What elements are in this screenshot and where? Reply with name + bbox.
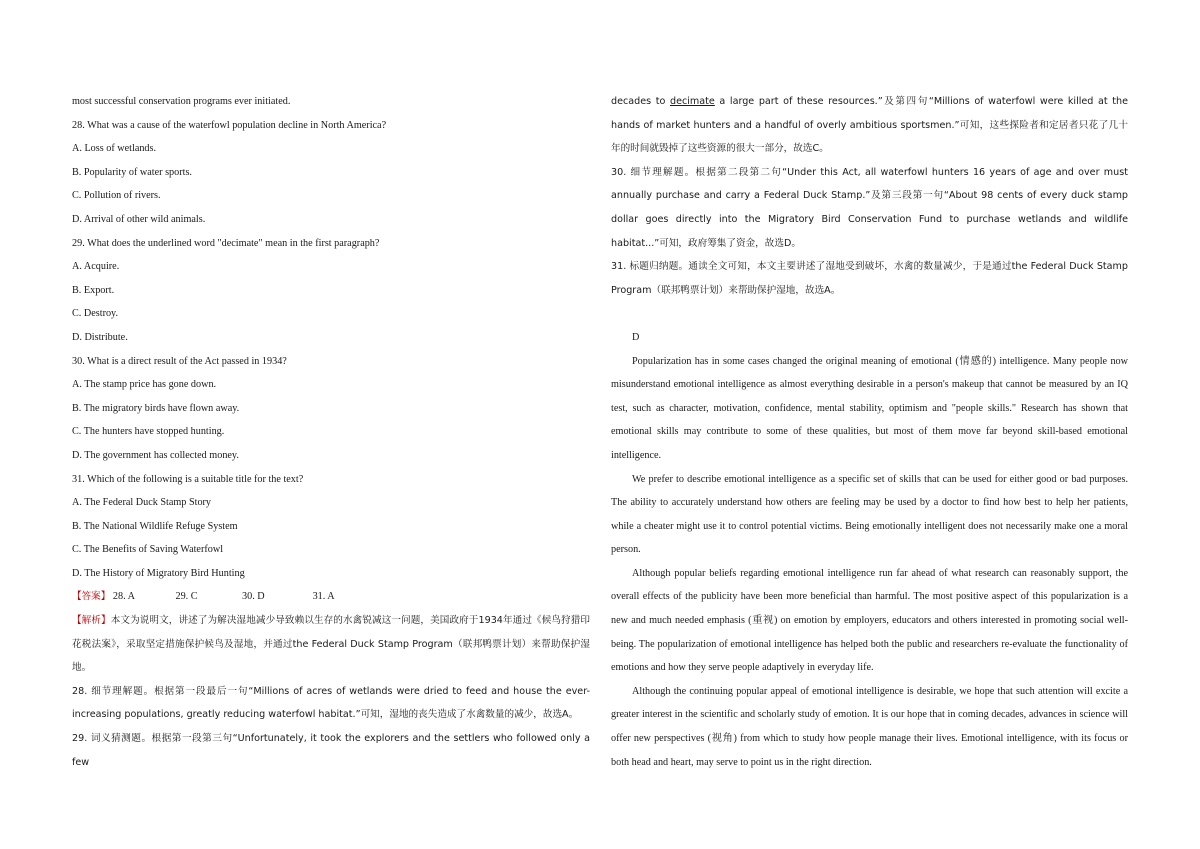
- option-28-d: D. Arrival of other wild animals.: [72, 213, 206, 225]
- answer-line: [72, 585, 590, 609]
- option-30-b: B. The migratory birds have flown away.: [72, 402, 240, 414]
- right-column: [611, 90, 1128, 774]
- question-29: 29. What does the underlined word "decimate" mean in the first paragraph?: [72, 237, 380, 249]
- answer-30: 30. D: [242, 591, 265, 603]
- option-31-d: D. The History of Migratory Bird Hunting: [72, 567, 245, 579]
- question-31: 31. Which of the following is a suitable title for the text?: [72, 473, 304, 485]
- answer-31: 31. A: [312, 591, 335, 603]
- passage-tail: most successful conservation programs ever initiated.: [72, 96, 291, 107]
- explanation-31: 31. 标题归纳题。通读全文可知，本文主要讲述了湿地受到破坏，水禽的数量减少，于是通过the Federal Duck Stamp Program（联邦鸭票计划）来帮助保护湿地，故选A。: [611, 261, 1128, 296]
- option-29-c: C. Destroy.: [72, 308, 119, 320]
- answer-29: 29. C: [175, 591, 198, 603]
- option-30-a: A. The stamp price has gone down.: [72, 379, 217, 391]
- explanation-29-start: 29. 词义猜测题。根据第一段第三句“Unfortunately, it took the explorers and the settlers who followed only a few: [72, 733, 590, 768]
- explanation-28: 28. 细节理解题。根据第一段最后一句“Millions of acres of wetlands were dried to feed and house the ever-increasing populations, greatly reducing waterfowl habitat.”可知，湿地的丧失造成了水禽数量的减少，故选A。: [72, 685, 590, 721]
- option-28-c: C. Pollution of rivers.: [72, 190, 161, 202]
- option-30-c: C. The hunters have stopped hunting.: [72, 426, 225, 438]
- option-28-b: B. Popularity of water sports.: [72, 166, 192, 178]
- option-31-c: C. The Benefits of Saving Waterfowl: [72, 544, 224, 556]
- passage-paragraph-1: Popularization has in some cases changed the original meaning of emotional (情感的) intelligence. Many people now misunderstand emotional intelligence as almost everything desirable in a person's makeup that cannot be measured by an IQ test, such as character, motivation, confidence, mental stability, optimism and "people skills." Research has shown that emotional skills may contribute to some of these qualities, but most of them move far beyond skill-based emotional intelligence.: [611, 355, 1128, 461]
- passage-paragraph-3: Although popular beliefs regarding emotional intelligence run far ahead of what research can reasonably support, the overall effects of the publicity have been more beneficial than harmful. The most positive aspect of this popularization is a new and much needed emphasis (重视) on emotion by employers, educators and others interested in promoting social well-being. The popularization of emotional intelligence has helped both the public and researchers re-evaluate the functionality of emotions and how they serve people adaptively in everyday life.: [611, 567, 1128, 674]
- option-30-d: D. The government has collected money.: [72, 449, 239, 461]
- explanation-29-text-a: decades to: [611, 96, 670, 107]
- answer-28: 28. A: [112, 591, 135, 603]
- explanation-29-text-b: a large part of these resources.”及第四句“Millions of waterfowl were killed at the hands of market hunters and a handful of overly ambitious sportsmen.”可知，这些探险者和定居者只花了几十年的时间就毁掉了这些资源的很大一部分，故选C。: [611, 96, 1128, 155]
- option-29-a: A. Acquire.: [72, 261, 120, 273]
- analysis-paragraph: [72, 609, 590, 680]
- underlined-word-decimate: decimate: [669, 96, 715, 107]
- option-31-b: B. The National Wildlife Refuge System: [72, 520, 238, 532]
- passage-paragraph-2: We prefer to describe emotional intelligence as a specific set of skills that can be used for either good or bad purposes. The ability to accurately understand how others are feeling may be used by a doctor to find how best to help her patients, while a cheater might use it to control potential victims. Being emotionally intelligent does not necessarily make one a moral person.: [611, 473, 1128, 556]
- analysis-text: 本文为说明文，讲述了为解决湿地减少导致赖以生存的水禽锐减这一问题，美国政府于1934年通过《候鸟狩猎印花税法案》，采取坚定措施保护候鸟及湿地，并通过the Federal Duck Stamp Program（联邦鸭票计划）来帮助保护湿地。: [72, 615, 590, 674]
- answer-label: 【答案】: [72, 591, 111, 603]
- explanation-29-continued: [611, 90, 1128, 161]
- option-28-a: A. Loss of wetlands.: [72, 143, 157, 155]
- explanation-30: 30. 细节理解题。根据第二段第二句“Under this Act, all waterfowl hunters 16 years of age and over must annually purchase and carry a Federal Duck Stamp.”及第三段第一句“About 98 cents of every duck stamp dollar goes directly into the Migratory Bird Conservation Fund to purchase wetlands and wildlife habitat...”可知，政府筹集了资金，故选D。: [611, 166, 1128, 249]
- passage-paragraph-4: Although the continuing popular appeal of emotional intelligence is desirable, we hope that such attention will excite a greater interest in the scientific and scholarly study of emotion. It is our hope that in coming decades, advances in science will offer new perspectives (视角) from which to study how people manage their lives. Emotional intelligence, with its focus or both head and heart, may serve to point us in the right direction.: [611, 685, 1128, 768]
- option-31-a: A. The Federal Duck Stamp Story: [72, 497, 212, 509]
- left-column: [72, 90, 590, 774]
- question-28: 28. What was a cause of the waterfowl population decline in North America?: [72, 119, 387, 131]
- analysis-label: 【解析】: [72, 615, 111, 627]
- option-29-b: B. Export.: [72, 284, 115, 296]
- question-30: 30. What is a direct result of the Act passed in 1934?: [72, 355, 287, 367]
- option-29-d: D. Distribute.: [72, 331, 128, 343]
- section-heading: D: [632, 331, 640, 343]
- spacer: [611, 302, 1128, 326]
